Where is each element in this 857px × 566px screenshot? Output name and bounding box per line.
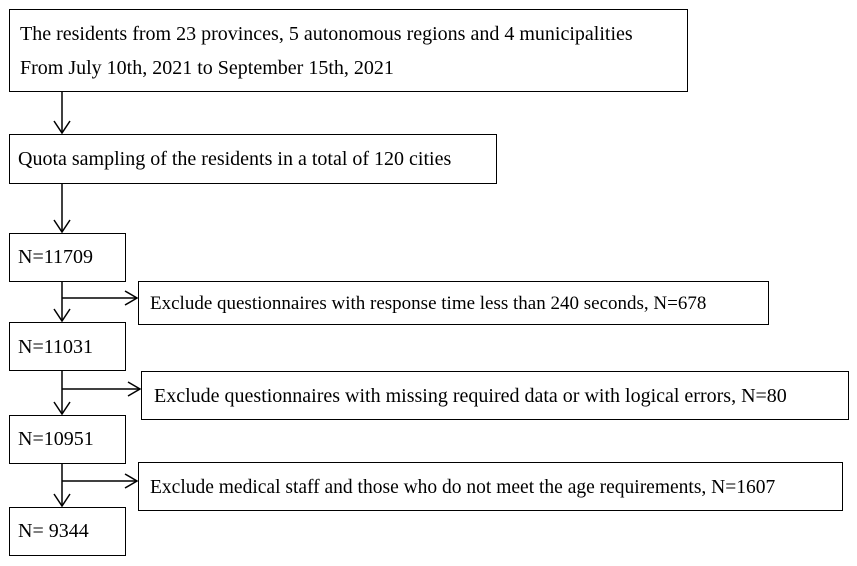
quota-sampling-label: Quota sampling of the residents in a total of 120 cities bbox=[18, 148, 452, 170]
exclude-missing-data-label: Exclude questionnaires with missing required data or with logical errors, N=80 bbox=[154, 385, 787, 407]
exclude-response-time-label: Exclude questionnaires with response time less than 240 seconds, N=678 bbox=[150, 293, 707, 314]
date-range-line: From July 10th, 2021 to September 15th, 2021 bbox=[20, 57, 394, 79]
n-11709-label: N=11709 bbox=[18, 246, 93, 268]
n-10951-label: N=10951 bbox=[18, 428, 94, 450]
residents-line-1: The residents from 23 provinces, 5 autonomous regions and 4 municipalities bbox=[20, 23, 633, 45]
exclude-medical-staff-label: Exclude medical staff and those who do not meet the age requirements, N=1607 bbox=[150, 477, 776, 498]
n-11031-label: N=11031 bbox=[18, 336, 93, 358]
n-9344-label: N= 9344 bbox=[18, 520, 89, 542]
